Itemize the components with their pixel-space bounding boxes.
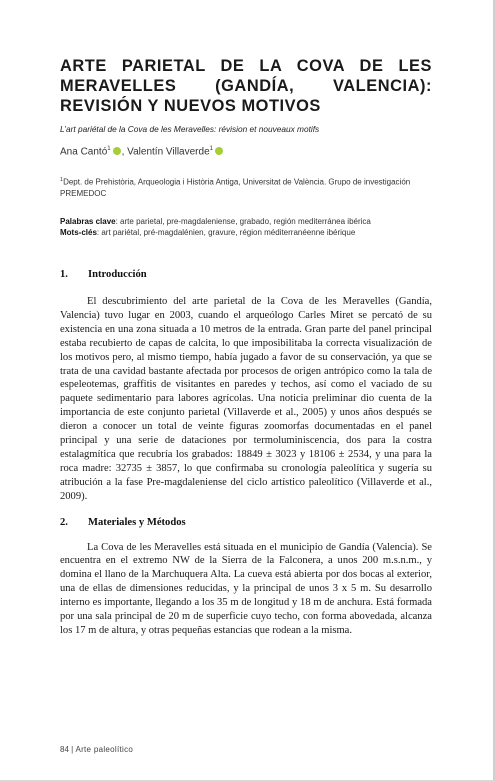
section-number: 2. xyxy=(60,516,68,528)
page-number: 84 xyxy=(60,745,69,754)
keywords-text: : art pariétal, pré-magdalénien, gravure, région méditerranéenne ibérique xyxy=(96,228,356,238)
affiliation xyxy=(60,175,432,200)
keywords-block xyxy=(60,216,432,239)
affiliation-marker: 1 xyxy=(60,177,64,184)
page-footer xyxy=(60,745,133,754)
author-affiliation-marker: 1 xyxy=(107,146,111,152)
author-separator: , xyxy=(121,146,128,158)
affiliation-text: Dept. de Prehistòria, Arqueologia i Història Antiga, Universitat de València. Grupo de investigación PREMEDOC xyxy=(60,177,411,199)
section-heading xyxy=(60,269,432,280)
section-title: Materiales y Métodos xyxy=(88,516,186,528)
section-number: 1. xyxy=(60,268,68,280)
keywords-label: Mots-clés xyxy=(60,228,97,238)
author-list xyxy=(60,146,432,157)
keywords-text: : arte parietal, pre-magdaleniense, grabado, región mediterránea ibérica xyxy=(115,216,371,226)
article-content xyxy=(60,56,432,638)
author-name: Valentín Villaverde xyxy=(127,146,210,158)
keywords-label: Palabras clave xyxy=(60,216,116,226)
author-affiliation-marker: 1 xyxy=(209,146,213,152)
section-paragraph: La Cova de les Meravelles está situada en el municipio de Gandía (Valencia). Se encuentra en el extremo NW de la Sierra de la Falconera, a unos 200 m.s.n.m., y domina el llano de la Marchuquera Alta. La cueva está abierta por dos bocas al exterior, una de ellas de dimensiones reducidas, y la principal de unos 3 x 5 m. Su desarrollo interno es importante, llegando a los 35 m de longitud y 18 m de anchura. Está formada por una sala principal de 20 m de superficie cuyo techo, con forma abovedada, alcanza los 17 m de altura, y otras pequeñas estancias que rodean a la misma. xyxy=(60,541,432,637)
orcid-icon[interactable] xyxy=(215,147,223,155)
author-name: Ana Cantó xyxy=(60,146,108,158)
section-title: Introducción xyxy=(88,268,147,280)
keywords-spanish xyxy=(60,216,432,228)
keywords-french xyxy=(60,227,432,239)
article-title: ARTE PARIETAL DE LA COVA DE LES MERAVELLES (GANDÍA, VALENCIA): REVISIÓN Y NUEVOS MOTIVOS xyxy=(60,57,432,115)
section-heading xyxy=(60,517,432,528)
orcid-icon[interactable] xyxy=(113,147,121,155)
section-paragraph: El descubrimiento del arte parietal de la Cova de les Meravelles (Gandía, Valencia) tuvo lugar en 2003, cuando el arqueólogo Carles Miret se percató de su existencia en una zona situada a 10 metros de la entrada. Gran parte del panel principal estaba recubierto de capas de calcita, lo que imposibilitaba la correcta visualización de los motivos pero, al mismo tiempo, había jugado a favor de su conservación, ya que se trata de una cavidad bastante afectada por procesos de origen antrópico como la tala de espeleotemas, graffitis de visitantes en paredes y techos, así como el vaciado de su paquete sedimentario para labores agrícolas. Una noticia preliminar dio cuenta de la importancia de este conjunto parietal (Villaverde et al., 2005) y unos años después se dieron a conocer un total de veinte figuras zoomorfas documentadas en el panel principal y una serie de dataciones por termoluminiscencia, dos para la costra estalagmítica que recubría los grabados: 18849 ± 3023 y 18106 ± 2534, y una para la roca madre: 32735 ± 3857, lo que confirmaba su cronología paleolítica y sugería su atribución a la fase Pre-magdaleniense del ciclo artístico paleolítico (Villaverde et al., 2009). xyxy=(60,295,432,502)
article-subtitle: L’art pariétal de la Cova de les Meravelles: révision et nouveaux motifs xyxy=(60,124,320,134)
footer-separator: | xyxy=(68,745,76,754)
journal-section: Arte paleolítico xyxy=(75,745,134,754)
